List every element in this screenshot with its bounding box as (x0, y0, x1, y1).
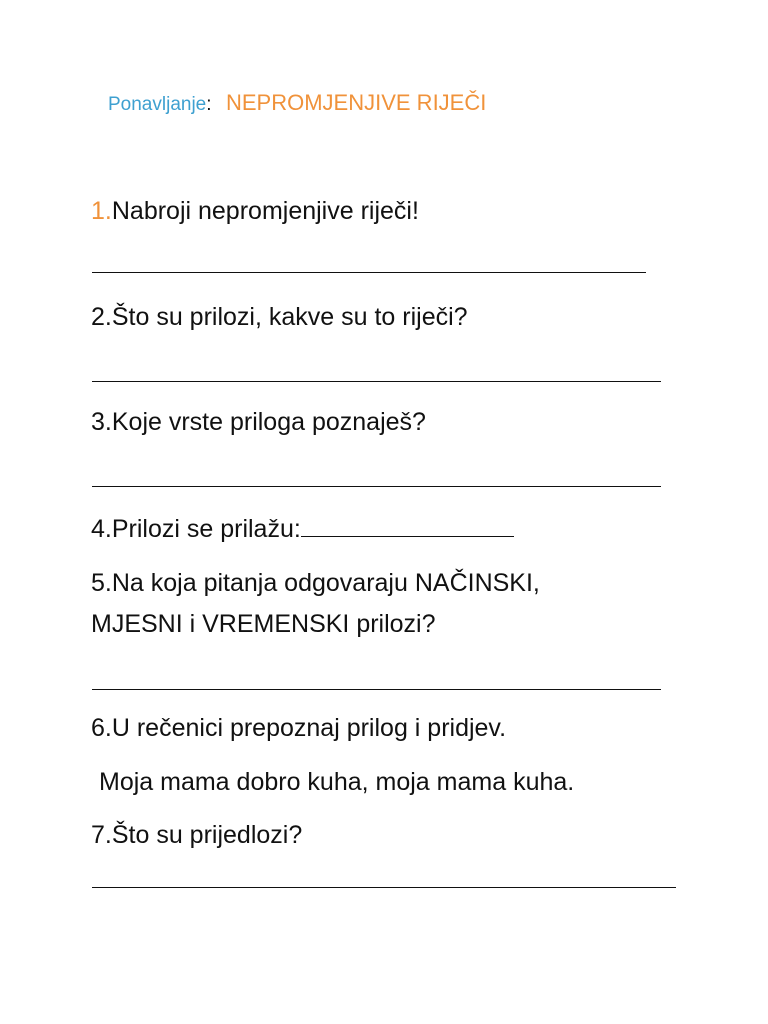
worksheet-title: NEPROMJENJIVE RIJEČI (225, 90, 487, 115)
answer-line-1[interactable] (92, 272, 646, 273)
question-3-number: 3. (91, 408, 112, 436)
answer-line-5[interactable] (92, 689, 661, 690)
question-1-text: Nabroji nepromjenjive riječi! (111, 197, 419, 225)
answer-blank-4[interactable] (301, 514, 514, 537)
question-2 (91, 302, 468, 332)
question-5 (91, 568, 540, 598)
question-7-number: 7. (91, 821, 112, 849)
example-sentence: Moja mama dobro kuha, moja mama kuha. (99, 768, 575, 796)
question-5-continuation: MJESNI i VREMENSKI prilozi? (91, 610, 436, 638)
header-colon: : (206, 94, 212, 115)
answer-line-2[interactable] (92, 381, 661, 382)
question-6 (91, 713, 506, 743)
question-1-number: 1. (91, 197, 112, 225)
question-2-number: 2. (91, 303, 112, 331)
answer-line-3[interactable] (92, 486, 661, 487)
worksheet-header (108, 90, 486, 116)
question-6-number: 6. (91, 714, 112, 742)
question-6-text: U rečenici prepoznaj prilog i pridjev. (111, 714, 507, 742)
question-4 (91, 514, 514, 544)
question-5-text: Na koja pitanja odgovaraju NAČINSKI, (111, 569, 540, 597)
question-3-text: Koje vrste priloga poznaješ? (111, 408, 426, 436)
question-7-text: Što su prijedlozi? (111, 821, 303, 849)
header-label: Ponavljanje (108, 94, 207, 115)
question-7 (91, 820, 302, 850)
question-1 (91, 196, 419, 226)
answer-line-7[interactable] (92, 887, 676, 888)
question-5-number: 5. (91, 569, 112, 597)
question-2-text: Što su prilozi, kakve su to riječi? (111, 303, 468, 331)
question-3 (91, 407, 426, 437)
question-4-number: 4. (91, 515, 112, 543)
question-4-text: Prilozi se prilažu: (111, 515, 301, 543)
